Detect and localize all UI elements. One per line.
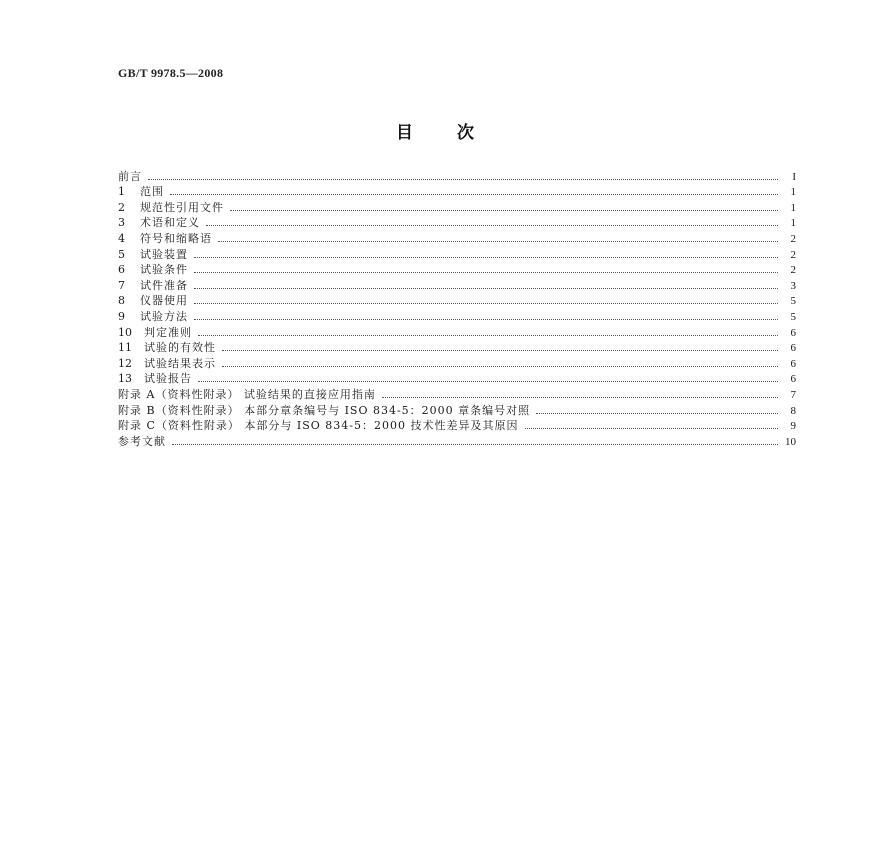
toc-entry-number: 2 bbox=[118, 200, 125, 214]
toc-entry-label bbox=[118, 372, 198, 386]
toc-entry[interactable] bbox=[118, 262, 796, 278]
toc-entry[interactable] bbox=[118, 199, 796, 215]
toc-entry[interactable] bbox=[118, 215, 796, 231]
toc-entry-label bbox=[118, 404, 536, 418]
toc-entry-number: 10 bbox=[118, 325, 132, 339]
toc-entry[interactable] bbox=[118, 324, 796, 340]
toc-entry-label bbox=[118, 185, 170, 199]
toc-entry-page: 2 bbox=[790, 264, 796, 277]
toc-entry-label bbox=[118, 232, 218, 246]
toc-entry-title: 判定准则 bbox=[144, 325, 192, 339]
toc-entry-page: 1 bbox=[790, 217, 796, 230]
toc-entry-page: 2 bbox=[790, 248, 796, 261]
toc-entry-label bbox=[118, 248, 194, 262]
toc-entry-title: 附录 B（资料性附录） 本部分章条编号与 ISO 834-5：2000 章条编号对照 bbox=[118, 403, 531, 417]
toc-entry-label bbox=[118, 341, 222, 355]
toc-entry[interactable] bbox=[118, 355, 796, 371]
toc-entry-label bbox=[118, 326, 198, 340]
toc-entry-page: 8 bbox=[790, 404, 796, 417]
toc-entry[interactable] bbox=[118, 433, 796, 449]
toc-entry-number: 11 bbox=[118, 341, 132, 355]
toc-dot-leader bbox=[206, 224, 778, 226]
toc-dot-leader bbox=[194, 271, 778, 273]
toc-entry-title: 仪器使用 bbox=[140, 294, 188, 308]
toc-entry-label bbox=[118, 357, 222, 371]
toc-entry-label bbox=[118, 388, 382, 402]
toc-entry[interactable] bbox=[118, 340, 796, 356]
toc-entry[interactable] bbox=[118, 277, 796, 293]
toc-entry-page: 6 bbox=[790, 373, 796, 386]
standard-code: GB/T 9978.5—2008 bbox=[118, 66, 224, 80]
toc-entry-page: 7 bbox=[790, 388, 796, 401]
toc-entry-title: 附录 C（资料性附录） 本部分与 ISO 834-5：2000 技术性差异及其原因 bbox=[118, 419, 519, 433]
toc-entry-title: 试件准备 bbox=[140, 278, 188, 292]
toc-entry-page: 10 bbox=[785, 435, 796, 448]
toc-dot-leader bbox=[172, 443, 778, 445]
toc-dot-leader bbox=[194, 287, 778, 289]
toc-entry-number: 7 bbox=[118, 278, 125, 292]
toc-entry-page: 6 bbox=[790, 342, 796, 355]
toc-entry-title: 范围 bbox=[140, 185, 164, 199]
toc-entry[interactable] bbox=[118, 230, 796, 246]
toc-entry[interactable] bbox=[118, 184, 796, 200]
toc-entry-label bbox=[118, 294, 194, 308]
toc-entry-title: 前言 bbox=[118, 169, 142, 183]
toc-dot-leader bbox=[194, 318, 778, 320]
toc-dot-leader bbox=[536, 412, 778, 414]
toc-entry-number: 6 bbox=[118, 263, 125, 277]
toc-entry-title: 规范性引用文件 bbox=[140, 200, 224, 214]
toc-entry-label bbox=[118, 216, 206, 230]
toc-entry-title: 术语和定义 bbox=[140, 216, 200, 230]
toc-dot-leader bbox=[218, 240, 778, 242]
toc-entry-page: 2 bbox=[790, 232, 796, 245]
toc-entry-page: 1 bbox=[790, 186, 796, 199]
toc-entry-title: 参考文献 bbox=[118, 434, 166, 448]
toc-entry[interactable] bbox=[118, 308, 796, 324]
toc-dot-leader bbox=[525, 427, 778, 429]
toc-dot-leader bbox=[170, 193, 778, 195]
toc-entry-number: 3 bbox=[118, 216, 125, 230]
toc-dot-leader bbox=[382, 396, 778, 398]
toc-dot-leader bbox=[222, 349, 778, 351]
toc-entry[interactable] bbox=[118, 246, 796, 262]
toc-entry-label bbox=[118, 279, 194, 293]
toc-dot-leader bbox=[194, 256, 778, 258]
toc-entry-page: 5 bbox=[790, 310, 796, 323]
toc-entry-page: 3 bbox=[790, 279, 796, 292]
toc-dot-leader bbox=[230, 209, 778, 211]
toc-dot-leader bbox=[148, 178, 778, 180]
table-of-contents bbox=[118, 168, 796, 449]
toc-entry-label bbox=[118, 419, 525, 433]
toc-dot-leader bbox=[198, 380, 778, 382]
toc-dot-leader bbox=[194, 302, 778, 304]
toc-entry-label bbox=[118, 263, 194, 277]
toc-entry-number: 8 bbox=[118, 294, 125, 308]
toc-entry[interactable] bbox=[118, 418, 796, 434]
toc-entry-number: 13 bbox=[118, 372, 132, 386]
toc-entry-title: 试验条件 bbox=[140, 263, 188, 277]
toc-entry-title: 试验报告 bbox=[144, 372, 192, 386]
page-title: 目次 bbox=[396, 123, 518, 143]
toc-entry-title: 试验的有效性 bbox=[144, 341, 216, 355]
toc-entry-label bbox=[118, 170, 148, 184]
toc-dot-leader bbox=[198, 334, 778, 336]
toc-entry-label bbox=[118, 435, 172, 449]
toc-entry[interactable] bbox=[118, 293, 796, 309]
toc-entry-page: 1 bbox=[790, 201, 796, 214]
toc-entry-page: 9 bbox=[790, 420, 796, 433]
toc-entry-number: 12 bbox=[118, 356, 132, 370]
toc-entry-label bbox=[118, 201, 230, 215]
toc-entry-page: 5 bbox=[790, 295, 796, 308]
toc-entry[interactable] bbox=[118, 386, 796, 402]
toc-entry-number: 4 bbox=[118, 231, 125, 245]
toc-entry-page: 6 bbox=[790, 357, 796, 370]
toc-entry-page: I bbox=[792, 170, 796, 183]
toc-entry-title: 试验装置 bbox=[140, 247, 188, 261]
toc-entry-number: 9 bbox=[118, 309, 125, 323]
toc-dot-leader bbox=[222, 365, 778, 367]
toc-entry-page: 6 bbox=[790, 326, 796, 339]
toc-entry[interactable] bbox=[118, 168, 796, 184]
toc-entry-title: 试验方法 bbox=[140, 309, 188, 323]
toc-entry-label bbox=[118, 310, 194, 324]
toc-entry[interactable] bbox=[118, 402, 796, 418]
toc-entry-number: 5 bbox=[118, 247, 125, 261]
toc-entry[interactable] bbox=[118, 371, 796, 387]
toc-entry-title: 试验结果表示 bbox=[144, 356, 216, 370]
toc-entry-title: 附录 A（资料性附录） 试验结果的直接应用指南 bbox=[118, 387, 376, 401]
toc-entry-number: 1 bbox=[118, 185, 125, 199]
toc-entry-title: 符号和缩略语 bbox=[140, 231, 212, 245]
